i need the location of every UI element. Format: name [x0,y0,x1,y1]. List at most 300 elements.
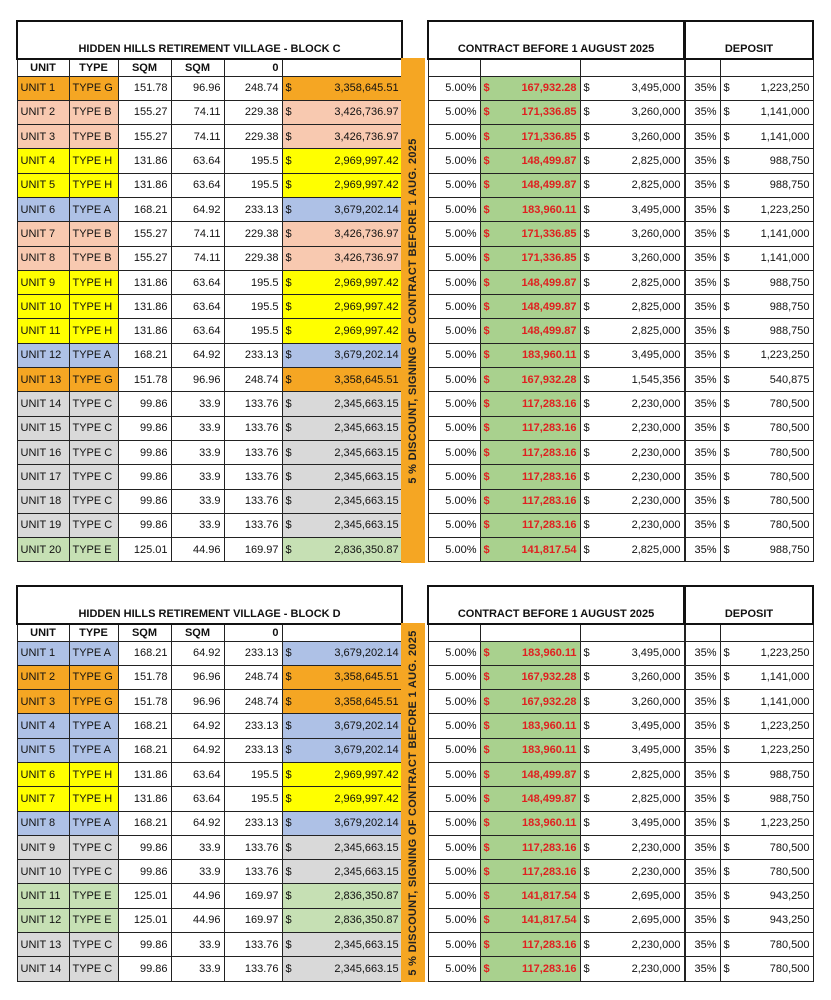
deposit-header-blank [685,624,720,641]
currency-symbol: $ [285,227,292,240]
sqm-total-cell: 133.76 [224,513,282,537]
sqm-total-cell: 169.97 [224,908,282,932]
sqm-total-cell: 195.5 [224,295,282,319]
discount-amount-cell [480,392,580,416]
sqm-total-cell: 133.76 [224,860,282,884]
unit-cell: UNIT 20 [17,538,69,562]
table-row [17,641,402,665]
sqm-internal-cell: 151.78 [118,368,171,392]
sqm-external-cell: 33.9 [171,465,224,489]
sqm-internal-cell: 155.27 [118,100,171,124]
discount-percent-cell: 5.00% [428,641,480,665]
contract-value: 2,230,000 [631,422,681,435]
type-cell: TYPE B [69,125,118,149]
sqm-external-cell: 33.9 [171,957,224,981]
sqm-internal-cell: 168.21 [118,343,171,367]
contract-header-blank [480,624,580,641]
sqm-external-cell: 74.11 [171,100,224,124]
currency-symbol: $ [285,890,292,903]
unit-cell: UNIT 2 [17,665,69,689]
discount-percent-cell: 5.00% [428,100,480,124]
discount-value: 167,932.28 [521,373,577,386]
currency-symbol: $ [583,349,590,362]
sqm-internal-cell: 99.86 [118,416,171,440]
discount-percent-cell: 5.00% [428,173,480,197]
price-cell [282,270,402,294]
unit-cell: UNIT 14 [17,392,69,416]
column-header: UNIT [17,624,69,641]
table-row [428,762,684,786]
table-row [17,100,402,124]
currency-symbol: $ [723,543,730,556]
type-cell: TYPE C [69,440,118,464]
discount-band-label: 5 % DISCOUNT, SIGNING OF CONTRACT BEFORE 1 AUG. 2025 [407,629,419,976]
table-row [428,246,684,270]
discount-value: 183,960.11 [522,817,577,830]
discount-amount-cell [480,884,580,908]
contract-value: 2,825,000 [631,155,681,168]
currency-symbol: $ [285,446,292,459]
table-row [17,197,402,221]
deposit-amount-cell [720,665,813,689]
sqm-total-cell: 133.76 [224,933,282,957]
currency-symbol: $ [285,720,292,733]
currency-symbol: $ [483,470,490,483]
sqm-total-cell: 233.13 [224,738,282,762]
unit-cell: UNIT 8 [17,811,69,835]
deposit-amount-cell [720,811,813,835]
deposit-title: DEPOSIT [685,21,813,59]
discount-percent-cell: 5.00% [428,513,480,537]
discount-percent-cell: 5.00% [428,811,480,835]
table-row [428,738,684,762]
deposit-percent-cell: 35% [685,811,720,835]
currency-symbol: $ [285,82,292,95]
currency-symbol: $ [723,768,730,781]
price-value: 2,969,997.42 [334,179,399,192]
sqm-internal-cell: 125.01 [118,908,171,932]
sqm-internal-cell: 131.86 [118,319,171,343]
sqm-total-cell: 133.76 [224,416,282,440]
deposit-value: 780,500 [769,963,810,975]
type-cell: TYPE C [69,392,118,416]
currency-symbol: $ [723,446,730,459]
discount-value: 183,960.11 [522,349,577,362]
sqm-total-cell: 248.74 [224,665,282,689]
currency-symbol: $ [583,252,590,265]
deposit-value: 943,250 [769,890,810,903]
deposit-amount-cell [720,908,813,932]
contract-price-cell [580,392,684,416]
discount-percent-cell: 5.00% [428,368,480,392]
table-row [685,538,813,562]
deposit-amount-cell [720,343,813,367]
discount-value: 117,283.16 [522,446,577,459]
deposit-value: 780,500 [769,495,810,508]
discount-amount-cell [480,835,580,859]
type-cell: TYPE A [69,811,118,835]
currency-symbol: $ [723,422,730,435]
discount-value: 171,336.85 [521,227,577,240]
deposit-value: 943,250 [769,914,810,927]
table-row [428,811,684,835]
sqm-external-cell: 33.9 [171,416,224,440]
currency-symbol: $ [285,938,292,951]
currency-symbol: $ [583,82,590,95]
unit-cell: UNIT 12 [17,908,69,932]
currency-symbol: $ [723,720,730,733]
column-header-blank [282,59,402,76]
table-row [685,295,813,319]
currency-symbol: $ [583,865,590,878]
deposit-value: 1,223,250 [760,349,810,362]
price-value: 3,358,645.51 [334,671,399,684]
price-cell [282,295,402,319]
discount-percent-cell: 5.00% [428,76,480,100]
deposit-percent-cell: 35% [685,690,720,714]
price-cell [282,538,402,562]
type-cell: TYPE C [69,513,118,537]
contract-price-cell [580,149,684,173]
column-header-blank [282,624,402,641]
price-cell [282,835,402,859]
deposit-percent-cell: 35% [685,100,720,124]
contract-value: 2,825,000 [631,792,681,805]
deposit-value: 988,750 [769,768,810,781]
unit-cell: UNIT 1 [17,641,69,665]
table-row [685,222,813,246]
unit-cell: UNIT 17 [17,465,69,489]
contract-price-cell [580,538,684,562]
unit-cell: UNIT 9 [17,270,69,294]
currency-symbol: $ [583,495,590,508]
sqm-total-cell: 195.5 [224,762,282,786]
sqm-external-cell: 64.92 [171,197,224,221]
price-value: 2,345,663.15 [334,446,399,459]
unit-cell: UNIT 10 [17,295,69,319]
currency-symbol: $ [483,519,490,532]
price-cell [282,787,402,811]
currency-symbol: $ [483,349,490,362]
deposit-percent-cell: 35% [685,738,720,762]
table-row [685,933,813,957]
price-cell [282,246,402,270]
price-value: 2,345,663.15 [334,470,399,483]
discount-amount-cell [480,440,580,464]
sqm-internal-cell: 151.78 [118,665,171,689]
table-row [685,173,813,197]
discount-percent-cell: 5.00% [428,665,480,689]
discount-percent-cell: 5.00% [428,738,480,762]
deposit-percent-cell: 35% [685,787,720,811]
currency-symbol: $ [583,470,590,483]
table-row [685,690,813,714]
deposit-percent-cell: 35% [685,295,720,319]
currency-symbol: $ [483,720,490,733]
sqm-external-cell: 63.64 [171,270,224,294]
table-row [685,957,813,981]
deposit-amount-cell [720,787,813,811]
table-row [428,513,684,537]
price-value: 2,345,663.15 [334,519,399,532]
discount-amount-cell [480,222,580,246]
currency-symbol: $ [583,768,590,781]
currency-symbol: $ [723,106,730,119]
type-cell: TYPE E [69,884,118,908]
contract-price-cell [580,465,684,489]
discount-percent-cell: 5.00% [428,690,480,714]
deposit-amount-cell [720,933,813,957]
contract-value: 2,230,000 [631,398,681,410]
currency-symbol: $ [583,155,590,168]
discount-value: 117,283.16 [522,422,577,435]
discount-amount-cell [480,641,580,665]
deposit-amount-cell [720,319,813,343]
sqm-internal-cell: 99.86 [118,933,171,957]
table-row [17,319,402,343]
table-row [17,270,402,294]
deposit-percent-cell: 35% [685,513,720,537]
type-cell: TYPE E [69,908,118,932]
unit-cell: UNIT 1 [17,76,69,100]
deposit-value: 780,500 [769,470,810,483]
table-row [428,641,684,665]
currency-symbol: $ [285,300,292,313]
contract-price-cell [580,197,684,221]
currency-symbol: $ [285,841,292,854]
currency-symbol: $ [583,227,590,240]
deposit-value: 1,223,250 [760,817,810,830]
sqm-internal-cell: 99.86 [118,513,171,537]
sqm-total-cell: 195.5 [224,787,282,811]
price-value: 3,358,645.51 [334,82,399,95]
contract-value: 3,495,000 [631,349,681,362]
currency-symbol: $ [483,373,490,386]
type-cell: TYPE C [69,933,118,957]
unit-cell: UNIT 6 [17,762,69,786]
currency-symbol: $ [723,695,730,708]
price-value: 2,345,663.15 [334,865,399,878]
sqm-external-cell: 96.96 [171,665,224,689]
currency-symbol: $ [285,276,292,289]
deposit-header-blank [720,624,813,641]
currency-symbol: $ [723,276,730,289]
price-value: 2,345,663.15 [334,398,399,410]
deposit-percent-cell: 35% [685,489,720,513]
price-value: 2,345,663.15 [334,841,399,854]
price-value: 3,426,736.97 [334,130,399,143]
type-cell: TYPE H [69,787,118,811]
sqm-total-cell: 133.76 [224,835,282,859]
discount-amount-cell [480,738,580,762]
discount-percent-cell: 5.00% [428,392,480,416]
price-cell [282,665,402,689]
currency-symbol: $ [483,890,490,903]
table-row [428,270,684,294]
table-row [17,690,402,714]
discount-value: 117,283.16 [522,495,577,508]
table-row [428,908,684,932]
deposit-percent-cell: 35% [685,125,720,149]
type-cell: TYPE H [69,149,118,173]
sqm-external-cell: 33.9 [171,860,224,884]
discount-value: 148,499.87 [521,300,577,313]
contract-value: 3,495,000 [631,647,681,660]
sqm-total-cell: 229.38 [224,222,282,246]
price-value: 3,426,736.97 [334,252,399,265]
deposit-percent-cell: 35% [685,933,720,957]
unit-cell: UNIT 3 [17,125,69,149]
deposit-amount-cell [720,762,813,786]
deposit-amount-cell [720,368,813,392]
table-row [428,368,684,392]
discount-amount-cell [480,343,580,367]
type-cell: TYPE C [69,957,118,981]
table-row [685,489,813,513]
table-row [428,222,684,246]
contract-header-blank [580,624,684,641]
sqm-internal-cell: 168.21 [118,811,171,835]
discount-value: 171,336.85 [521,130,577,143]
column-header: TYPE [69,624,118,641]
contract-value: 3,260,000 [631,227,681,240]
sqm-external-cell: 74.11 [171,125,224,149]
discount-value: 148,499.87 [521,179,577,192]
currency-symbol: $ [483,446,490,459]
currency-symbol: $ [723,865,730,878]
units-table [16,585,403,982]
price-cell [282,76,402,100]
deposit-amount-cell [720,76,813,100]
price-cell [282,440,402,464]
contract-price-cell [580,100,684,124]
contract-price-cell [580,884,684,908]
price-cell [282,416,402,440]
contract-value: 2,230,000 [631,865,681,878]
currency-symbol: $ [583,446,590,459]
table-row [17,538,402,562]
table-row [17,665,402,689]
price-value: 3,679,202.14 [334,203,399,216]
deposit-amount-cell [720,641,813,665]
currency-symbol: $ [285,768,292,781]
contract-price-cell [580,811,684,835]
type-cell: TYPE H [69,319,118,343]
sqm-total-cell: 169.97 [224,884,282,908]
table-row [685,343,813,367]
table-row [428,665,684,689]
sqm-total-cell: 133.76 [224,957,282,981]
discount-percent-cell: 5.00% [428,343,480,367]
currency-symbol: $ [285,744,292,757]
contract-price-cell [580,665,684,689]
currency-symbol: $ [723,495,730,508]
price-cell [282,884,402,908]
currency-symbol: $ [583,519,590,532]
table-row [17,416,402,440]
currency-symbol: $ [583,744,590,757]
sqm-external-cell: 64.92 [171,343,224,367]
contract-price-cell [580,860,684,884]
currency-symbol: $ [583,671,590,684]
currency-symbol: $ [583,938,590,951]
discount-value: 171,336.85 [521,106,577,119]
discount-amount-cell [480,416,580,440]
contract-title: CONTRACT BEFORE 1 AUGUST 2025 [428,21,684,59]
sqm-total-cell: 248.74 [224,690,282,714]
sqm-external-cell: 64.92 [171,714,224,738]
currency-symbol: $ [583,325,590,338]
contract-value: 2,230,000 [631,446,681,459]
deposit-amount-cell [720,860,813,884]
currency-symbol: $ [285,792,292,805]
unit-cell: UNIT 11 [17,319,69,343]
sqm-external-cell: 96.96 [171,368,224,392]
currency-symbol: $ [483,817,490,830]
currency-symbol: $ [483,155,490,168]
deposit-header-blank [685,59,720,76]
sqm-external-cell: 44.96 [171,908,224,932]
price-value: 2,345,663.15 [334,495,399,508]
table-row [428,125,684,149]
unit-cell: UNIT 10 [17,860,69,884]
sqm-total-cell: 133.76 [224,489,282,513]
type-cell: TYPE A [69,738,118,762]
discount-amount-cell [480,173,580,197]
currency-symbol: $ [285,155,292,168]
sqm-internal-cell: 168.21 [118,714,171,738]
table-row [428,489,684,513]
currency-symbol: $ [723,744,730,757]
deposit-amount-cell [720,513,813,537]
type-cell: TYPE A [69,197,118,221]
table-row [428,933,684,957]
currency-symbol: $ [483,300,490,313]
contract-value: 2,230,000 [631,938,681,951]
price-value: 3,679,202.14 [334,744,399,757]
deposit-percent-cell: 35% [685,270,720,294]
discount-amount-cell [480,125,580,149]
deposit-amount-cell [720,173,813,197]
type-cell: TYPE A [69,641,118,665]
currency-symbol: $ [583,300,590,313]
contract-value: 2,230,000 [631,963,681,975]
contract-price-cell [580,762,684,786]
price-value: 3,679,202.14 [334,349,399,362]
unit-cell: UNIT 19 [17,513,69,537]
currency-symbol: $ [723,179,730,192]
table-row [428,690,684,714]
sqm-total-cell: 133.76 [224,392,282,416]
contract-value: 2,825,000 [631,543,681,556]
table-row [17,908,402,932]
discount-amount-cell [480,465,580,489]
sqm-external-cell: 64.92 [171,738,224,762]
unit-cell: UNIT 3 [17,690,69,714]
sqm-external-cell: 44.96 [171,884,224,908]
discount-value: 171,336.85 [521,252,577,265]
discount-value: 141,817.54 [521,890,577,903]
price-value: 3,679,202.14 [334,647,399,660]
deposit-percent-cell: 35% [685,343,720,367]
table-row [685,76,813,100]
discount-percent-cell: 5.00% [428,197,480,221]
deposit-percent-cell: 35% [685,908,720,932]
discount-percent-cell: 5.00% [428,222,480,246]
table-row [685,884,813,908]
deposit-percent-cell: 35% [685,884,720,908]
deposit-percent-cell: 35% [685,222,720,246]
